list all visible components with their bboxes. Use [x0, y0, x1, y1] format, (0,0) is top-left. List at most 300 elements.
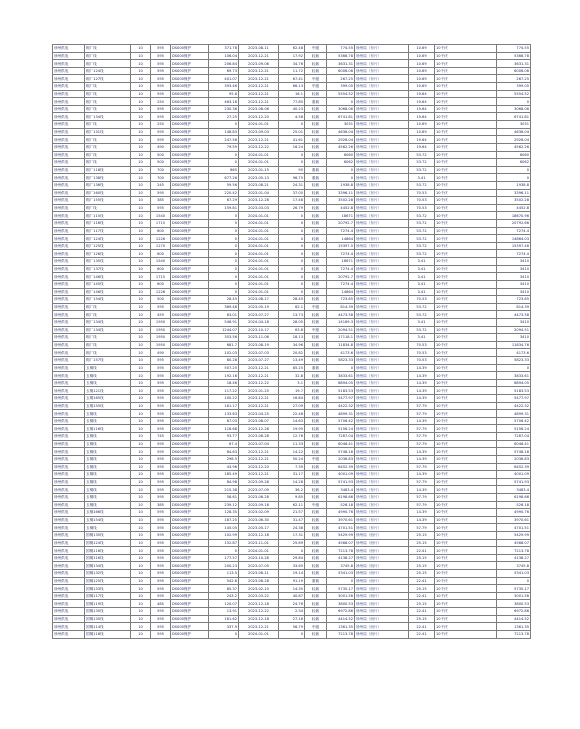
table-cell-col4: 1540	[151, 258, 171, 266]
table-cell-col8: 16.24	[279, 143, 305, 151]
table-cell-col11: 徐州局（东片）	[355, 463, 409, 471]
table-cell-col10: 7274.4	[327, 250, 355, 258]
table-row	[53, 83, 531, 91]
table-cell-col5: DS000保护	[171, 395, 209, 403]
table-cell-col4: 1540	[151, 212, 171, 220]
table-cell-col3: 10	[131, 197, 151, 205]
table-cell-col1: 徐州供电	[53, 570, 85, 578]
table-cell-col9: 中级	[305, 623, 327, 631]
table-row	[53, 235, 531, 243]
table-cell-col2: 国桐116线	[85, 554, 131, 562]
table-cell-col9: 轻载	[305, 341, 327, 349]
table-cell-col11: 徐州局（东片）	[355, 235, 409, 243]
table-cell-col10: 5183.53	[327, 387, 355, 395]
table-cell-col7: 2024-01-01	[239, 242, 279, 250]
table-cell-col9: 轻载	[305, 242, 327, 250]
table-cell-col14: 14864.03	[497, 235, 531, 243]
table-cell-col6: 0	[209, 630, 239, 638]
table-cell-col3: 10	[131, 562, 151, 570]
table-cell-col13: 10千伏	[435, 395, 497, 403]
table-cell-col5: DS000保护	[171, 410, 209, 418]
table-row	[53, 181, 531, 189]
table-row	[53, 623, 531, 631]
table-cell-col14: 6006.06	[497, 67, 531, 75]
table-cell-col14: 7287.04	[497, 433, 531, 441]
table-row	[53, 273, 531, 281]
table-cell-col8: 9.85	[279, 493, 305, 501]
table-cell-col1: 徐州供电	[53, 151, 85, 159]
table-row	[53, 410, 531, 418]
table-cell-col4: 595	[151, 509, 171, 517]
table-cell-col11: 徐州局（东片）	[355, 349, 409, 357]
table-row	[53, 570, 531, 578]
table-cell-col10: 20792.7	[327, 220, 355, 228]
table-cell-col3: 10	[131, 105, 151, 113]
table-cell-col8: 0	[279, 227, 305, 235]
table-cell-col6: 507.25	[209, 364, 239, 372]
table-cell-col3: 10	[131, 524, 151, 532]
table-cell-col10: 3745.8	[327, 562, 355, 570]
table-cell-col1: 徐州供电	[53, 608, 85, 616]
table-cell-col8: 16.84	[279, 395, 305, 403]
table-cell-col9: 轻载	[305, 235, 327, 243]
table-cell-col13: 10千伏	[435, 532, 497, 540]
table-cell-col4: 595	[151, 387, 171, 395]
table-cell-col12: 22.41	[409, 630, 435, 638]
table-cell-col4: 250	[151, 98, 171, 106]
table-cell-col2: 玉桐线	[85, 455, 131, 463]
table-cell-col9: 轻载	[305, 349, 327, 357]
table-cell-col3: 10	[131, 448, 151, 456]
table-cell-col5: DS000保护	[171, 67, 209, 75]
table-cell-col13: 10千伏	[435, 280, 497, 288]
table-cell-col7: 2024-04-18	[239, 318, 279, 326]
table-cell-col14: 3410	[497, 280, 531, 288]
table-cell-col3: 10	[131, 258, 151, 266]
table-cell-col1: 徐州供电	[53, 128, 85, 136]
table-cell-col4: 1950	[151, 341, 171, 349]
table-cell-col10: 6006.06	[327, 67, 355, 75]
table-cell-col5: DS000保护	[171, 296, 209, 304]
table-cell-col7: 2023-07-27	[239, 356, 279, 364]
table-cell-col5: DS000保护	[171, 174, 209, 182]
table-cell-col6: 185.49	[209, 471, 239, 479]
table-cell-col8: 67.41	[279, 75, 305, 83]
table-cell-col10: 5429.99	[327, 532, 355, 540]
table-cell-col13: 10千伏	[435, 98, 497, 106]
table-cell-col14: 5554.52	[497, 90, 531, 98]
table-cell-col13: 10千伏	[435, 623, 497, 631]
table-cell-col5: DS000保护	[171, 258, 209, 266]
table-cell-col7: 2023-05-17	[239, 524, 279, 532]
table-cell-col4: 385	[151, 501, 171, 509]
table-cell-col11: 徐州局（西片）	[355, 585, 409, 593]
table-cell-col7: 2023-09-03	[239, 128, 279, 136]
table-cell-col7: 2023-08-19	[239, 341, 279, 349]
table-cell-col5: DS000保护	[171, 280, 209, 288]
table-cell-col8: 24.38	[279, 524, 305, 532]
table-cell-col9: 轻载	[305, 273, 327, 281]
table-cell-col9: 轻载	[305, 433, 327, 441]
table-cell-col11: 徐州局（东片）	[355, 493, 409, 501]
table-row	[53, 471, 531, 479]
table-cell-col5: DS000保护	[171, 547, 209, 555]
table-cell-col2: 国桐117线	[85, 592, 131, 600]
table-cell-col6: 337.9	[209, 623, 239, 631]
table-cell-col11: 徐州局（西片）	[355, 577, 409, 585]
table-cell-col12: 22.41	[409, 623, 435, 631]
table-cell-col7: 2023-06-28	[239, 577, 279, 585]
table-cell-col4: 700	[151, 166, 171, 174]
table-cell-col13: 10千伏	[435, 433, 497, 441]
table-cell-col4: 490	[151, 143, 171, 151]
table-cell-col4: 595	[151, 570, 171, 578]
table-cell-col6: 84.98	[209, 478, 239, 486]
table-cell-col2: 玉桐165线	[85, 395, 131, 403]
table-cell-col12: 25.15	[409, 600, 435, 608]
table-cell-col8: 31.47	[279, 516, 305, 524]
table-cell-col14: 4562.26	[497, 143, 531, 151]
table-cell-col13: 10千伏	[435, 577, 497, 585]
table-cell-col8: 17.31	[279, 532, 305, 540]
table-cell-col5: DS000保护	[171, 90, 209, 98]
table-cell-col4: 595	[151, 615, 171, 623]
table-cell-col13: 10千伏	[435, 311, 497, 319]
table-cell-col4: 595	[151, 532, 171, 540]
table-cell-col8: 36.2	[279, 486, 305, 494]
table-cell-col14: 6046.41	[497, 440, 531, 448]
table-cell-col11: 徐州局（东片）	[355, 136, 409, 144]
table-cell-col7: 2023-12-21	[239, 455, 279, 463]
table-cell-col5: DS000保护	[171, 181, 209, 189]
table-cell-col7: 2023-12-21	[239, 75, 279, 83]
table-cell-col10: 5823.33	[327, 356, 355, 364]
table-cell-col6: 0	[209, 250, 239, 258]
table-cell-col3: 10	[131, 60, 151, 68]
table-cell-col12: 57.79	[409, 463, 435, 471]
table-cell-col10: 17118.1	[327, 334, 355, 342]
table-cell-col12: 53.72	[409, 311, 435, 319]
table-cell-col10: 267.25	[327, 75, 355, 83]
table-cell-col14: 3833.61	[497, 372, 531, 380]
table-cell-col7: 2023-01-15	[239, 166, 279, 174]
table-cell-col3: 10	[131, 341, 151, 349]
table-row	[53, 105, 531, 113]
table-cell-col2: 桐厂线	[85, 52, 131, 60]
table-cell-col11: 徐州局（东片）	[355, 83, 409, 91]
table-cell-col14: 3970.61	[497, 516, 531, 524]
table-cell-col14: 5735.17	[497, 585, 531, 593]
table-cell-col10: 4899.31	[327, 410, 355, 418]
table-cell-col13: 10千伏	[435, 166, 497, 174]
table-cell-col13: 10千伏	[435, 356, 497, 364]
table-cell-col7: 2023-02-10	[239, 585, 279, 593]
table-cell-col3: 10	[131, 433, 151, 441]
table-cell-col13: 10千伏	[435, 478, 497, 486]
table-cell-col1: 徐州供电	[53, 258, 85, 266]
table-cell-col12: 70.53	[409, 204, 435, 212]
table-cell-col4: 1950	[151, 326, 171, 334]
table-cell-col14: 20792.66	[497, 220, 531, 228]
table-cell-col4: 595	[151, 448, 171, 456]
table-cell-col3: 10	[131, 143, 151, 151]
table-cell-col6: 546.91	[209, 318, 239, 326]
table-cell-col14: 5341.03	[497, 570, 531, 578]
table-cell-col5: DS000保护	[171, 235, 209, 243]
table-cell-col8: 31.17	[279, 471, 305, 479]
table-cell-col4: 595	[151, 105, 171, 113]
table-cell-col13: 10千伏	[435, 402, 497, 410]
table-cell-col7: 2024-01-01	[239, 220, 279, 228]
table-cell-col14: 723.65	[497, 296, 531, 304]
table-cell-col10: 3001.56	[327, 592, 355, 600]
table-cell-col1: 徐州供电	[53, 121, 85, 129]
table-cell-col13: 10千伏	[435, 440, 497, 448]
table-cell-col13: 10千伏	[435, 455, 497, 463]
table-cell-col9: 轻载	[305, 189, 327, 197]
table-cell-col1: 徐州供电	[53, 45, 85, 53]
table-cell-col11: 徐州局（东片）	[355, 379, 409, 387]
table-cell-col3: 10	[131, 273, 151, 281]
table-cell-col5: DS000保护	[171, 151, 209, 159]
table-cell-col2: 国桐132线	[85, 570, 131, 578]
table-cell-col6: 393.46	[209, 83, 239, 91]
table-cell-col6: 239.12	[209, 501, 239, 509]
table-row	[53, 349, 531, 357]
table-cell-col5: DS000保护	[171, 227, 209, 235]
table-cell-col7: 2023-09-18	[239, 501, 279, 509]
table-cell-col9: 轻载	[305, 516, 327, 524]
table-cell-col13: 10千伏	[435, 212, 497, 220]
table-cell-col6: 0	[209, 151, 239, 159]
table-cell-col5: DS000保护	[171, 105, 209, 113]
table-cell-col7: 2024-01-01	[239, 159, 279, 167]
table-cell-col11: 徐州局（东片）	[355, 113, 409, 121]
table-cell-col10: 3031	[327, 121, 355, 129]
table-cell-col2: 桐厂线	[85, 60, 131, 68]
table-cell-col5: DS000保护	[171, 440, 209, 448]
table-cell-col5: DS000保护	[171, 143, 209, 151]
table-cell-col4: 595	[151, 83, 171, 91]
table-cell-col2: 玉桐155线	[85, 402, 131, 410]
table-cell-col3: 10	[131, 227, 151, 235]
table-row	[53, 532, 531, 540]
table-cell-col12: 10.69	[409, 75, 435, 83]
table-cell-col3: 10	[131, 189, 151, 197]
table-cell-col11: 徐州局（东片）	[355, 417, 409, 425]
table-cell-col14: 4568.07	[497, 539, 531, 547]
table-cell-col3: 10	[131, 83, 151, 91]
table-cell-col10: 6894.05	[327, 379, 355, 387]
table-cell-col8: 77.85	[279, 98, 305, 106]
table-cell-col3: 10	[131, 334, 151, 342]
table-cell-col2: 桐厂线	[85, 311, 131, 319]
table-cell-col9: 轻载	[305, 151, 327, 159]
table-cell-col14: 6062	[497, 159, 531, 167]
table-cell-col1: 徐州供电	[53, 303, 85, 311]
table-cell-col3: 10	[131, 113, 151, 121]
table-cell-col7: 2023-11-01	[239, 539, 279, 547]
table-cell-col10: 0	[327, 577, 355, 585]
table-cell-col3: 10	[131, 204, 151, 212]
table-cell-col7: 2023-06-30	[239, 516, 279, 524]
table-cell-col5: DS000保护	[171, 364, 209, 372]
table-cell-col10: 6198.66	[327, 493, 355, 501]
table-cell-col9: 中级	[305, 303, 327, 311]
table-cell-col8: 62.1	[279, 303, 305, 311]
table-cell-col12: 53.72	[409, 227, 435, 235]
table-cell-col1: 徐州供电	[53, 471, 85, 479]
table-cell-col5: DS000保护	[171, 60, 209, 68]
table-cell-col12: 19.64	[409, 113, 435, 121]
table-cell-col5: DS000保护	[171, 562, 209, 570]
table-cell-col9: 中级	[305, 326, 327, 334]
table-cell-col14: 3410	[497, 265, 531, 273]
table-cell-col12: 57.79	[409, 410, 435, 418]
table-cell-col9: 轻载	[305, 265, 327, 273]
table-cell-col1: 徐州供电	[53, 212, 85, 220]
table-row	[53, 45, 531, 53]
table-cell-col2: 玉桐线	[85, 486, 131, 494]
table-cell-col1: 徐州供电	[53, 60, 85, 68]
table-cell-col10: 14864	[327, 288, 355, 296]
table-cell-col11: 徐州局（西片）	[355, 570, 409, 578]
table-cell-col9: 轻载	[305, 478, 327, 486]
table-cell-col5: DS000保护	[171, 379, 209, 387]
table-cell-col1: 徐州供电	[53, 395, 85, 403]
table-cell-col3: 10	[131, 121, 151, 129]
table-cell-col12: 19.64	[409, 105, 435, 113]
table-row	[53, 379, 531, 387]
table-cell-col4: 595	[151, 463, 171, 471]
table-cell-col4: 595	[151, 303, 171, 311]
table-cell-col12: 25.15	[409, 562, 435, 570]
table-row	[53, 265, 531, 273]
table-cell-col14: 3031	[497, 121, 531, 129]
table-cell-col8: 22.46	[279, 410, 305, 418]
table-cell-col11: 徐州局（西片）	[355, 547, 409, 555]
table-cell-col3: 10	[131, 235, 151, 243]
table-cell-col11: 徐州局（东片）	[355, 258, 409, 266]
table-cell-col5: DS000保护	[171, 83, 209, 91]
table-cell-col11: 徐州局（东片）	[355, 433, 409, 441]
table-cell-col11: 徐州局（东片）	[355, 128, 409, 136]
table-cell-col3: 10	[131, 478, 151, 486]
table-cell-col6: 865	[209, 166, 239, 174]
table-cell-col8: 19.7	[279, 387, 305, 395]
table-cell-col10: 4568.07	[327, 539, 355, 547]
table-cell-col4: 595	[151, 372, 171, 380]
table-cell-col10: 5477.97	[327, 395, 355, 403]
table-cell-col10: 0	[327, 364, 355, 372]
table-cell-col11: 徐州局（东片）	[355, 372, 409, 380]
table-cell-col12: 14.39	[409, 395, 435, 403]
table-cell-col11: 徐州局（东片）	[355, 501, 409, 509]
table-cell-col13: 10千伏	[435, 463, 497, 471]
table-cell-col8: 25.01	[279, 128, 305, 136]
table-cell-col14: 3396.11	[497, 189, 531, 197]
table-cell-col11: 徐州局（东片）	[355, 265, 409, 273]
table-cell-col14: 4701.51	[497, 524, 531, 532]
table-cell-col4: 595	[151, 623, 171, 631]
table-row	[53, 159, 531, 167]
table-cell-col8: 32.8	[279, 372, 305, 380]
table-row	[53, 356, 531, 364]
table-cell-col8: 11.33	[279, 440, 305, 448]
table-cell-col8: 0	[279, 212, 305, 220]
table-cell-col5: DS000保护	[171, 402, 209, 410]
table-cell-col13: 10千伏	[435, 52, 497, 60]
table-cell-col13: 10千伏	[435, 60, 497, 68]
table-row	[53, 417, 531, 425]
table-cell-col2: 桐厂145线	[85, 280, 131, 288]
table-cell-col9: 轻载	[305, 212, 327, 220]
table-cell-col10: 5741.93	[327, 478, 355, 486]
table-cell-col2: 桐厂117线	[85, 227, 131, 235]
table-cell-col5: DS000保护	[171, 463, 209, 471]
table-cell-col10: 18671	[327, 212, 355, 220]
table-row	[53, 250, 531, 258]
table-cell-col10: 0	[327, 166, 355, 174]
table-cell-col12: 70.53	[409, 356, 435, 364]
table-cell-col9: 轻载	[305, 113, 327, 121]
table-cell-col6: 148.83	[209, 128, 239, 136]
table-cell-col7: 2024-01-01	[239, 151, 279, 159]
table-cell-col13: 10千伏	[435, 417, 497, 425]
table-cell-col1: 徐州供电	[53, 379, 85, 387]
table-cell-col5: DS000保护	[171, 45, 209, 53]
table-cell-col1: 徐州供电	[53, 509, 85, 517]
table-cell-col10: 0	[327, 98, 355, 106]
table-cell-col14: 5706.42	[497, 417, 531, 425]
table-cell-col11: 徐州局（东片）	[355, 105, 409, 113]
table-cell-col11: 徐州局（东片）	[355, 98, 409, 106]
table-cell-col14: 0	[497, 577, 531, 585]
table-cell-col3: 10	[131, 379, 151, 387]
table-cell-col7: 2023-12-21	[239, 98, 279, 106]
table-cell-col11: 徐州局（东片）	[355, 455, 409, 463]
table-cell-col6: 192.16	[209, 372, 239, 380]
table-cell-col1: 徐州供电	[53, 463, 85, 471]
table-cell-col14: 5741.93	[497, 478, 531, 486]
table-cell-col10: 1938.8	[327, 181, 355, 189]
table-cell-col2: 桐厂线	[85, 334, 131, 342]
table-cell-col9: 轻载	[305, 356, 327, 364]
table-cell-col10: 4473.58	[327, 311, 355, 319]
table-cell-col5: DS000保护	[171, 585, 209, 593]
table-cell-col12: 10.69	[409, 121, 435, 129]
table-cell-col6: 0	[209, 121, 239, 129]
table-cell-col13: 10千伏	[435, 181, 497, 189]
table-cell-col3: 10	[131, 623, 151, 631]
table-cell-col6: 0	[209, 258, 239, 266]
table-cell-col2: 玉桐线	[85, 433, 131, 441]
table-cell-col7: 2024-01-01	[239, 121, 279, 129]
table-row	[53, 197, 531, 205]
table-cell-col14: 3502.28	[497, 197, 531, 205]
table-cell-col3: 10	[131, 570, 151, 578]
table-cell-col5: DS000保护	[171, 189, 209, 197]
table-cell-col4: 595	[151, 554, 171, 562]
table-cell-col1: 徐州供电	[53, 524, 85, 532]
table-cell-col5: DS000保护	[171, 128, 209, 136]
table-row	[53, 448, 531, 456]
table-cell-col11: 徐州局（东片）	[355, 448, 409, 456]
table-cell-col14: 0	[497, 174, 531, 182]
table-cell-col8: 13.73	[279, 311, 305, 319]
table-cell-col13: 10千伏	[435, 592, 497, 600]
table-cell-col9: 轻载	[305, 105, 327, 113]
